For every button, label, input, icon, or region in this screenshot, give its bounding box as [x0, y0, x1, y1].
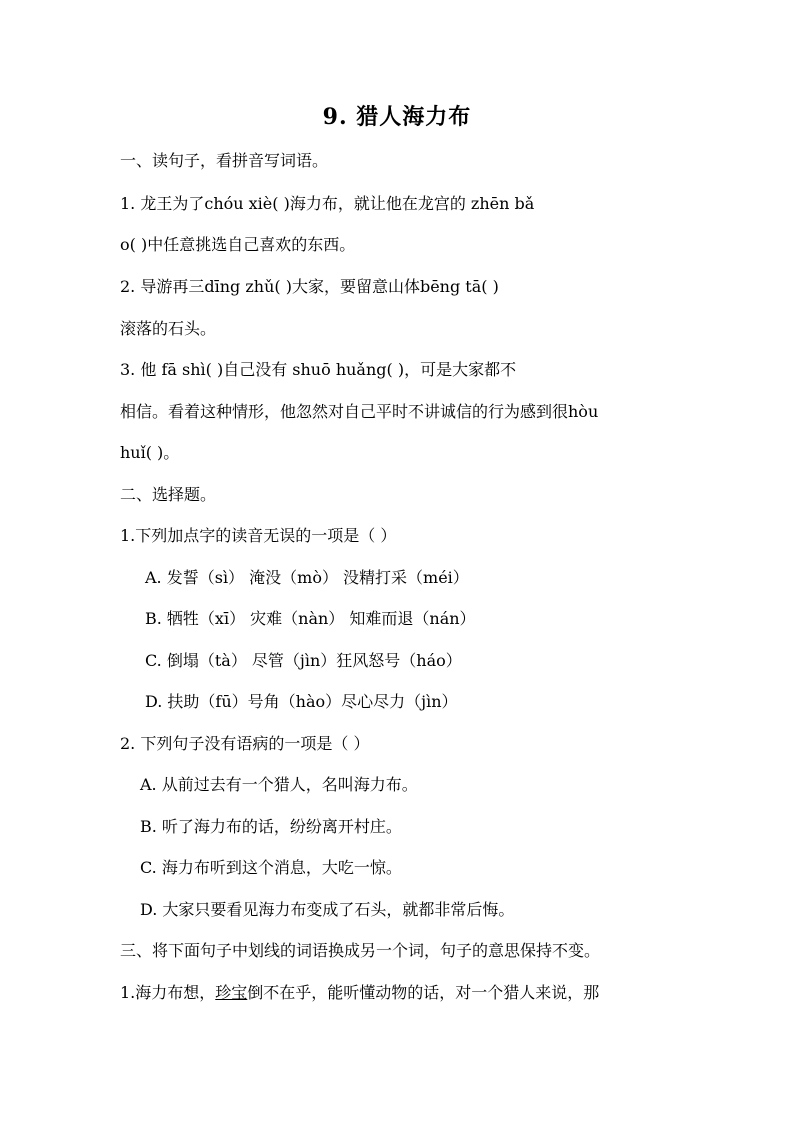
section2-heading: 二、选择题。: [120, 485, 217, 504]
section3-heading: 三、将下面句子中划线的词语换成另一个词，句子的意思保持不变。: [120, 941, 601, 960]
q1-option-b: B. 牺牲（xī） 灾难（nàn） 知难而退（nán）: [145, 609, 476, 628]
s1-line-1: 1. 龙王为了chóu xiè( )海力布，就让他在龙宫的 zhēn bǎ: [120, 194, 535, 213]
q1-option-d: D. 扶助（fū）号角（hào）尽心尽力（jìn）: [145, 692, 458, 711]
q1-stem: 1.下列加点字的读音无误的一项是（ ）: [120, 526, 397, 545]
page-title: 9. 猎人海力布: [322, 104, 472, 130]
s1-line-3: 2. 导游再三dīng zhǔ( )大家，要留意山体bēng tā( ): [120, 277, 499, 296]
s1-line-4: 滚落的石头。: [120, 319, 217, 338]
q2-option-d: D. 大家只要看见海力布变成了石头，就都非常后悔。: [140, 900, 515, 919]
s3-line-prefix: 1.海力布想，: [120, 983, 216, 1002]
s1-line-6: 相信。看着这种情形，他忽然对自己平时不讲诚信的行为感到很hòu: [120, 402, 599, 421]
q2-stem: 2. 下列句子没有语病的一项是（ ）: [120, 734, 370, 753]
s3-line-suffix: 倒不在乎，能听懂动物的话，对一个猎人来说，那: [247, 983, 600, 1002]
s1-line-5: 3. 他 fā shì( )自己没有 shuō huǎng( )，可是大家都不: [120, 360, 517, 379]
underlined-word: 珍宝: [215, 983, 248, 1002]
s1-line-7: huǐ( )。: [120, 443, 180, 462]
s3-line-1: [120, 980, 680, 1003]
s1-line-2: o( )中任意挑选自己喜欢的东西。: [120, 235, 356, 254]
q1-option-a: A. 发誓（sì） 淹没（mò） 没精打采（méi）: [145, 568, 469, 587]
q2-option-b: B. 听了海力布的话，纷纷离开村庄。: [140, 817, 402, 836]
q2-option-c: C. 海力布听到这个消息，大吃一惊。: [140, 858, 402, 877]
q1-option-c: C. 倒塌（tà） 尽管（jìn）狂风怒号（háo）: [145, 651, 462, 670]
q2-option-a: A. 从前过去有一个猎人，名叫海力布。: [140, 775, 418, 794]
section1-heading: 一、读句子，看拼音写词语。: [120, 151, 329, 170]
